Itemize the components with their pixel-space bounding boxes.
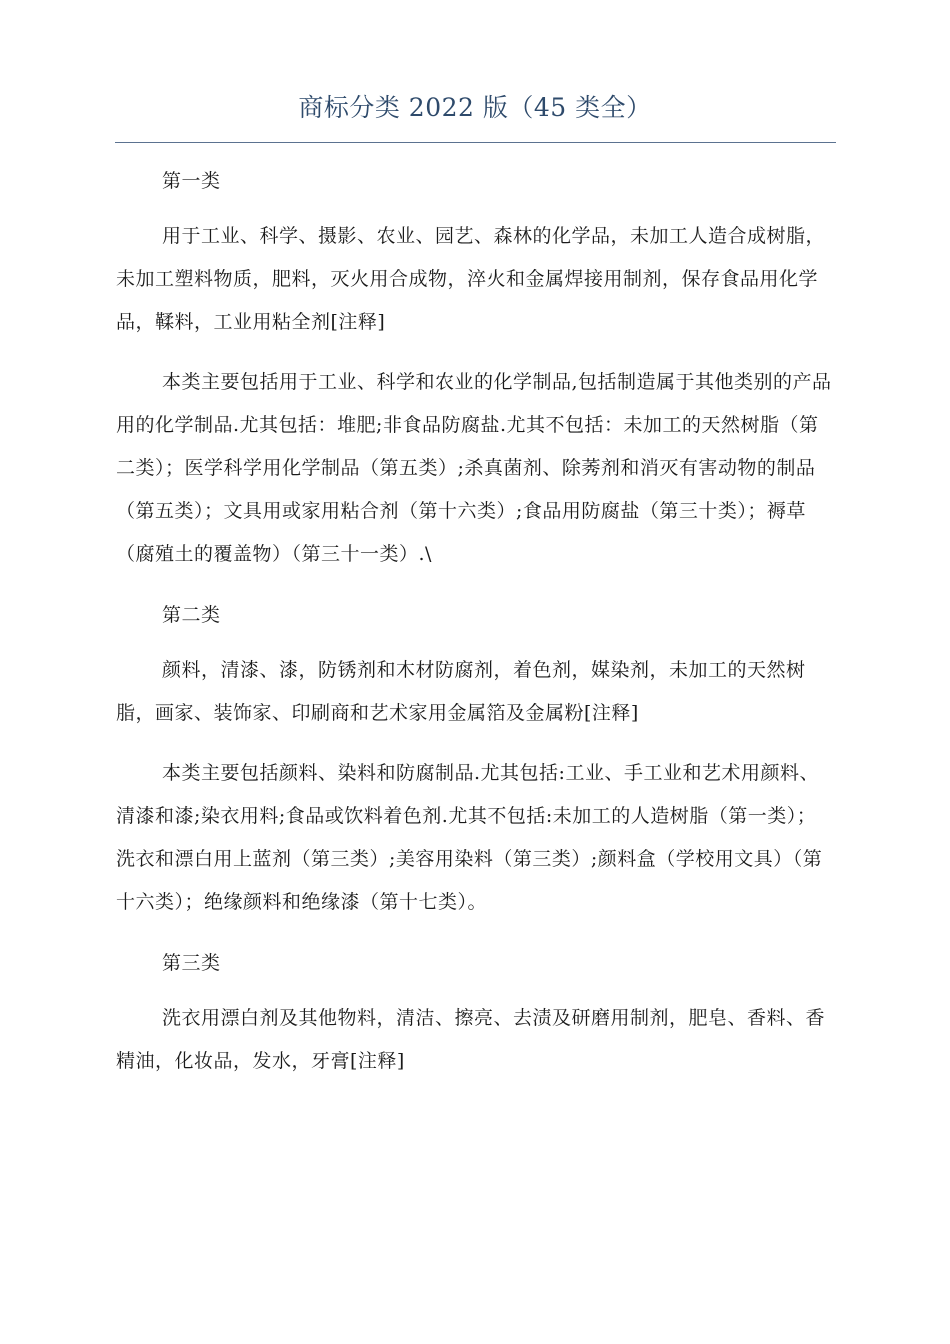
- class-3-description: 洗衣用漂白剂及其他物料，清洁、擦亮、去渍及研磨用制剂，肥皂、香料、香精油，化妆品，发水，牙膏[注释]: [116, 1007, 826, 1072]
- class-2-description: 颜料，清漆、漆，防锈剂和木材防腐剂，着色剂，媒染剂，未加工的天然树脂，画家、装饰家、印刷商和艺术家用金属箔及金属粉[注释]: [116, 659, 806, 724]
- class-1-note: 本类主要包括用于工业、科学和农业的化学制品,包括制造属于其他类别的产品用的化学制品.尤其包括：堆肥;非食品防腐盐.尤其不包括：未加工的天然树脂（第二类）；医学科学用化学制品（第五类）;杀真菌剂、除莠剂和消灭有害动物的制品（第五类）；文具用或家用粘合剂（第十六类）;食品用防腐盐（第三十类）；褥草（腐殖土的覆盖物）（第三十一类）.\: [116, 371, 832, 565]
- section-heading-class-3: 第三类: [162, 952, 221, 974]
- document-title: 商标分类 2022 版（45 类全）: [298, 93, 652, 122]
- section-heading-class-2: 第二类: [162, 604, 221, 626]
- class-1-description: 用于工业、科学、摄影、农业、园艺、森林的化学品，未加工人造合成树脂，未加工塑料物质，肥料，灭火用合成物，淬火和金属焊接用制剂，保存食品用化学品，鞣料，工业用粘全剂[注释]: [116, 225, 826, 333]
- section-heading-class-1: 第一类: [162, 170, 221, 192]
- class-2-note: 本类主要包括颜料、染料和防腐制品.尤其包括:工业、手工业和艺术用颜料、清漆和漆;染衣用料;食品或饮料着色剂.尤其不包括:未加工的人造树脂（第一类）；洗衣和漂白用上蓝剂（第三类）;美容用染料（第三类）;颜料盒（学校用文具）（第十六类）；绝缘颜料和绝缘漆（第十七类）。: [116, 762, 823, 913]
- title-underline: [115, 142, 836, 143]
- document-body: [116, 160, 834, 1083]
